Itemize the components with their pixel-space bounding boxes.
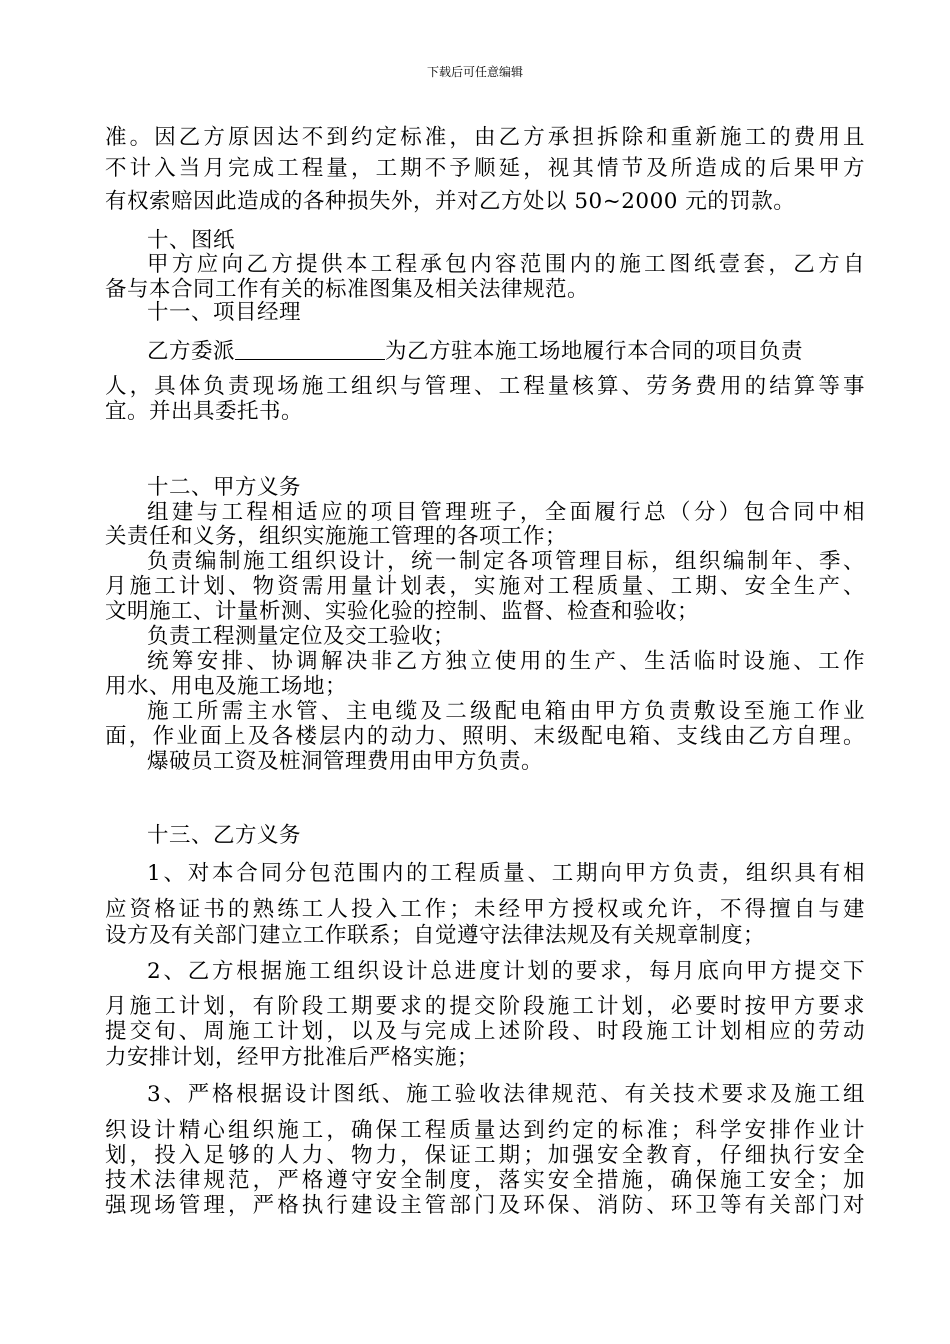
paragraph-line: 应资格证书的熟练工人投入工作；未经甲方授权或允许，不得擅自与建 [105, 897, 865, 922]
paragraph-line: 月施工计划、物资需用量计划表，实施对工程质量、工期、安全生产、 [105, 574, 865, 599]
section-heading-11: 十一、项目经理 [147, 300, 302, 325]
text-fragment: 乙方委派 [147, 339, 236, 364]
paragraph-line: 3、严格根据设计图纸、施工验收法律规范、有关技术要求及施工组 [147, 1082, 865, 1107]
page-header-watermark: 下载后可任意编辑 [426, 65, 523, 79]
paragraph-line: 准。因乙方原因达不到约定标准，由乙方承担拆除和重新施工的费用且 [105, 125, 865, 150]
paragraph-line: 提交旬、周施工计划，以及与完成上述阶段、时段施工计划相应的劳动 [105, 1019, 865, 1044]
paragraph-line: 文明施工、计量析测、实验化验的控制、监督、检查和验收； [105, 599, 700, 624]
text-fragment: 为乙方驻本施工场地履行本合同的项目负责 [385, 339, 804, 364]
paragraph-line: 宜。并出具委托书。 [105, 399, 304, 424]
paragraph-line: 不计入当月完成工程量，工期不予顺延，视其情节及所造成的后果甲方 [105, 156, 865, 181]
paragraph-line-with-blank [147, 337, 865, 367]
paragraph-line: 面，作业面上及各楼层内的动力、照明、末级配电箱、支线由乙方自理。 [105, 724, 865, 749]
paragraph-line: 有权索赔因此造成的各种损失外，并对乙方处以 50~2000 元的罚款。 [105, 189, 796, 214]
fill-in-blank [235, 337, 385, 360]
paragraph-line: 施工所需主水管、主电缆及二级配电箱由甲方负责敷设至施工作业 [147, 699, 865, 724]
paragraph-line: 强现场管理，严格执行建设主管部门及环保、消防、环卫等有关部门对 [105, 1193, 865, 1218]
section-heading-12: 十二、甲方义务 [147, 475, 302, 500]
paragraph-line: 负责工程测量定位及交工验收； [147, 624, 456, 649]
paragraph-line: 技术法律规范，严格遵守安全制度，落实安全措施，确保施工安全；加 [105, 1168, 865, 1193]
paragraph-line: 人，具体负责现场施工组织与管理、工程量核算、劳务费用的结算等事 [105, 374, 865, 399]
paragraph-line: 甲方应向乙方提供本工程承包内容范围内的施工图纸壹套，乙方自 [147, 252, 865, 277]
paragraph-line: 组建与工程相适应的项目管理班子，全面履行总（分）包合同中相 [147, 500, 865, 525]
section-heading-13: 十三、乙方义务 [147, 823, 302, 848]
paragraph-line: 2、乙方根据施工组织设计总进度计划的要求，每月底向甲方提交下 [147, 959, 865, 984]
paragraph-line: 织设计精心组织施工，确保工程质量达到约定的标准；科学安排作业计 [105, 1118, 865, 1143]
paragraph-line: 1、对本合同分包范围内的工程质量、工期向甲方负责，组织具有相 [147, 861, 865, 886]
paragraph-line: 备与本合同工作有关的标准图集及相关法律规范。 [105, 277, 590, 302]
section-heading-10: 十、图纸 [147, 228, 236, 253]
paragraph-line: 月施工计划，有阶段工期要求的提交阶段施工计划，必要时按甲方要求 [105, 994, 865, 1019]
paragraph-line: 设方及有关部门建立工作联系；自觉遵守法律法规及有关规章制度； [105, 923, 766, 948]
paragraph-line: 力安排计划，经甲方批准后严格实施； [105, 1045, 480, 1070]
paragraph-line: 爆破员工资及桩洞管理费用由甲方负责。 [147, 749, 544, 774]
paragraph-line: 用水、用电及施工场地； [105, 674, 348, 699]
paragraph-line: 关责任和义务，组织实施施工管理的各项工作； [105, 524, 568, 549]
paragraph-line: 负责编制施工组织设计，统一制定各项管理目标，组织编制年、季、 [147, 549, 865, 574]
paragraph-line: 划，投入足够的人力、物力，保证工期；加强安全教育，仔细执行安全 [105, 1143, 865, 1168]
paragraph-line: 统筹安排、协调解决非乙方独立使用的生产、生活临时设施、工作 [147, 649, 865, 674]
